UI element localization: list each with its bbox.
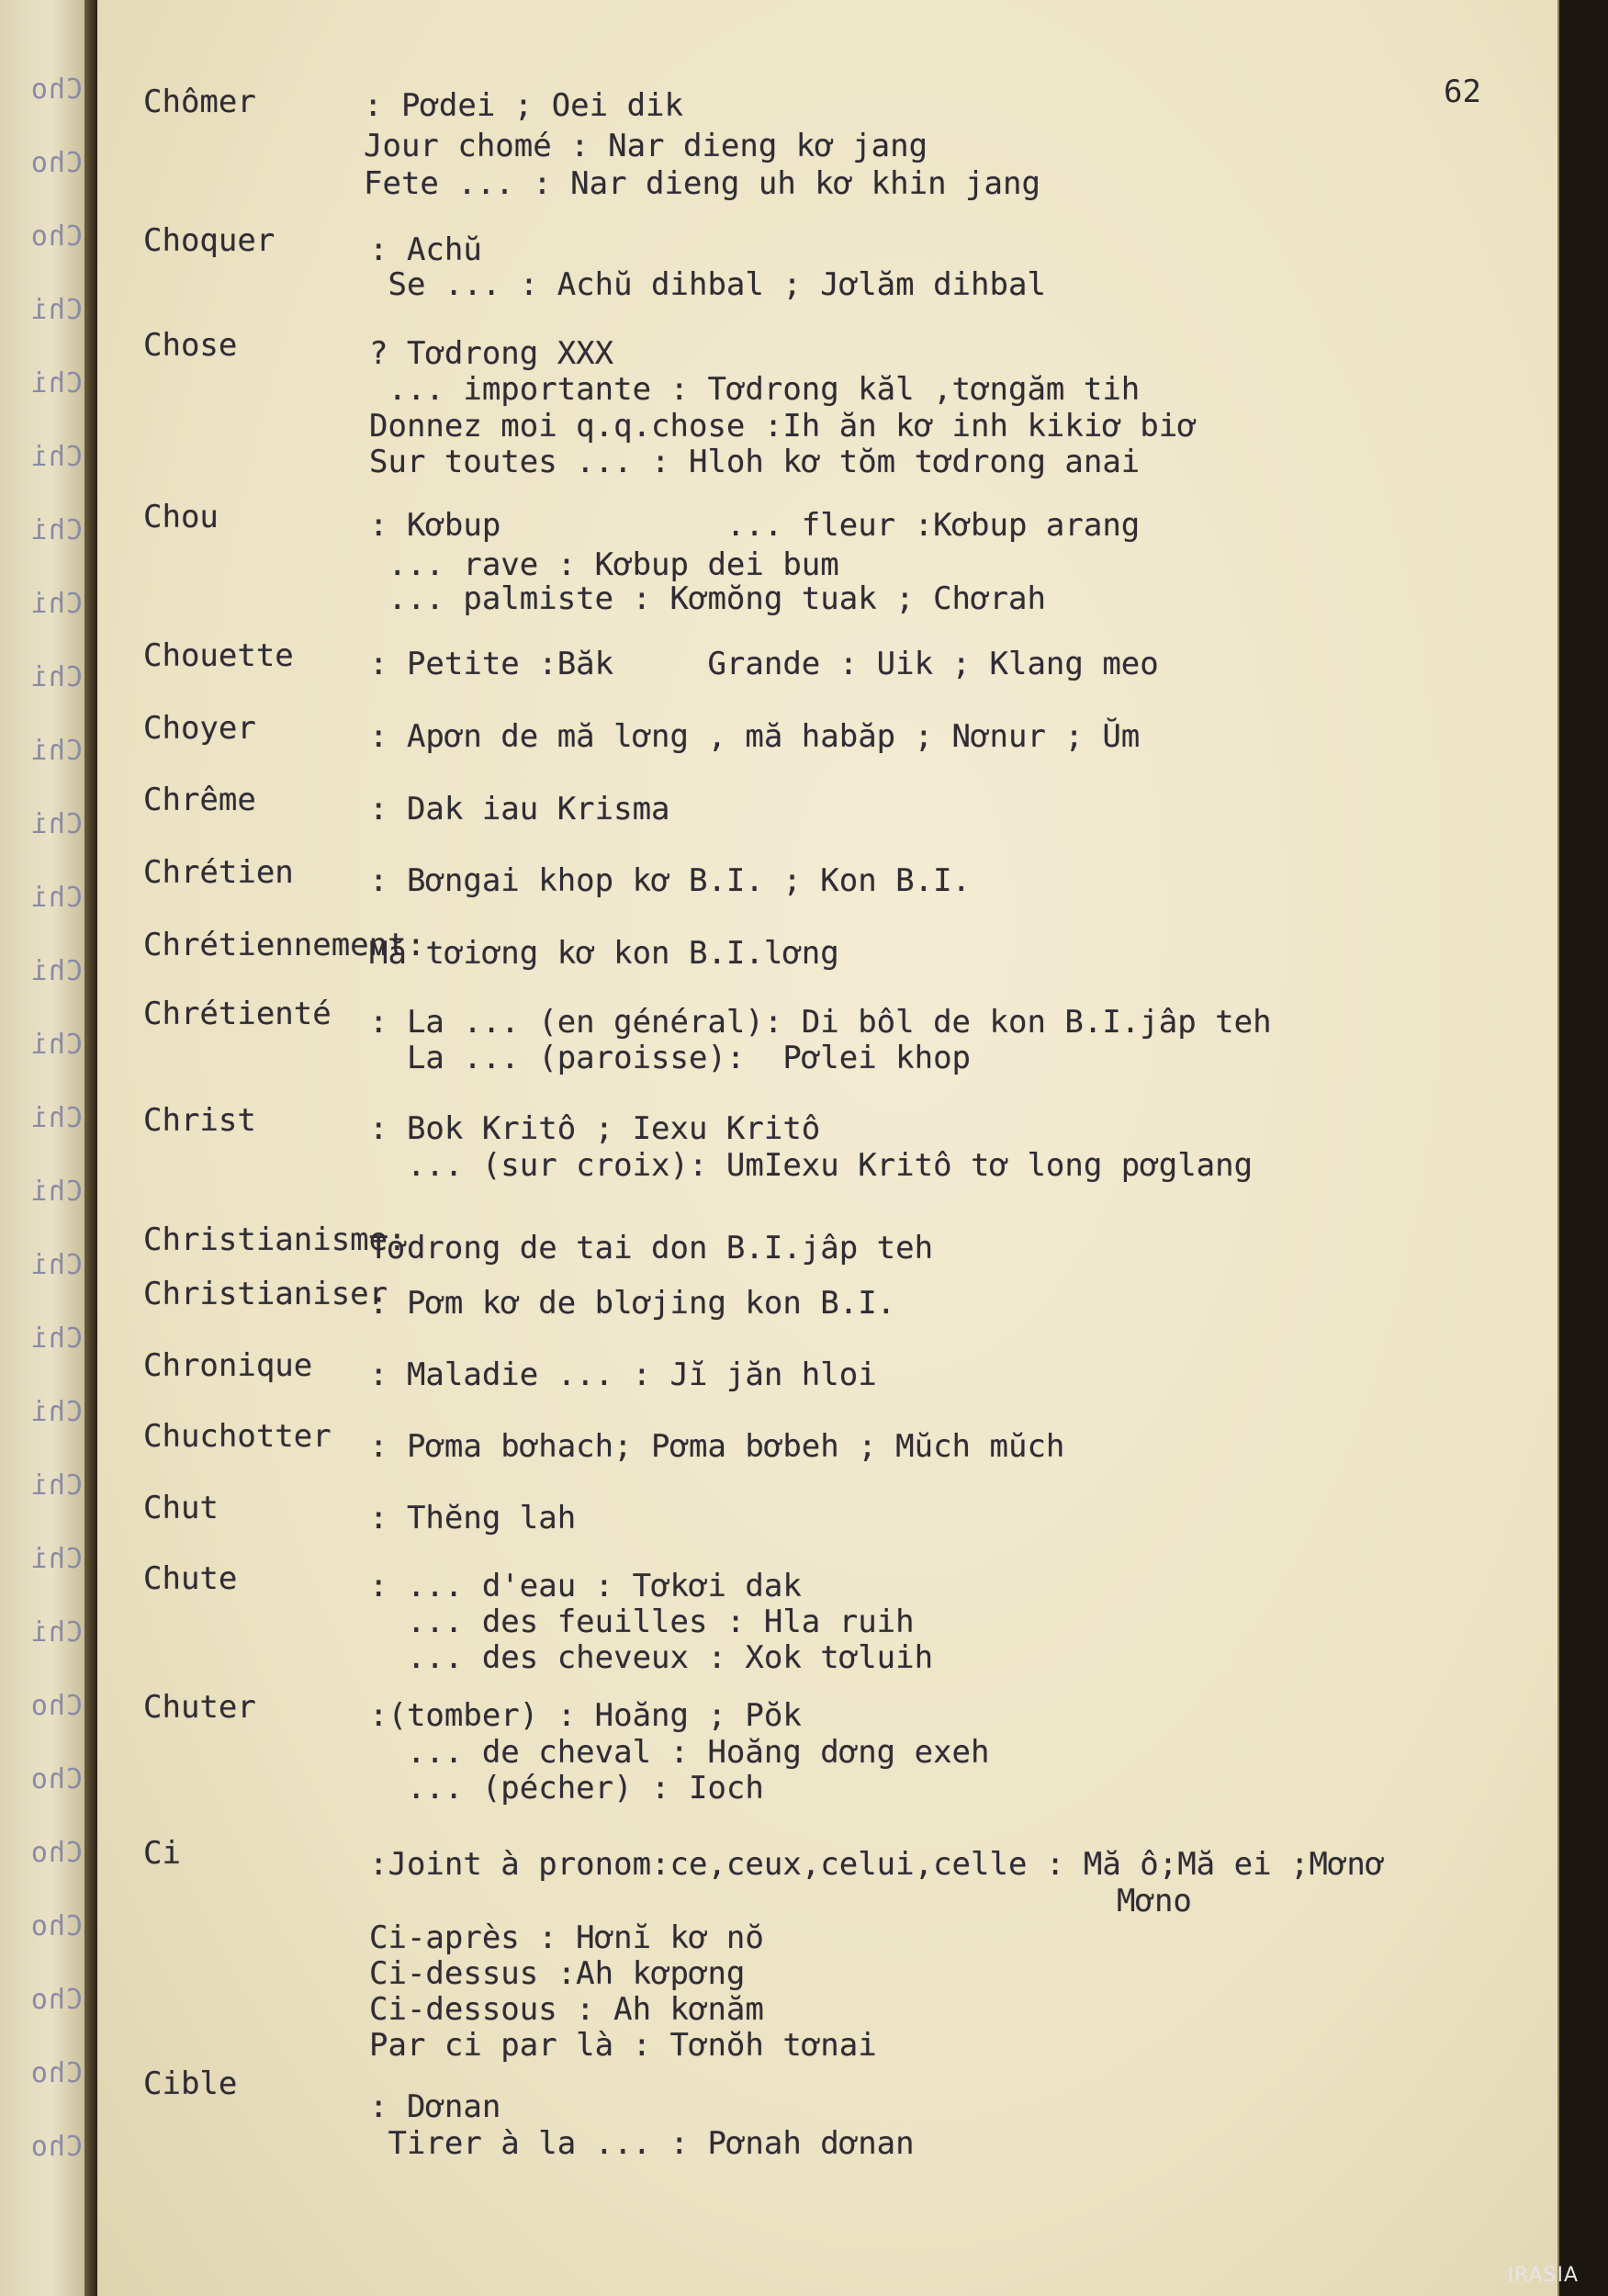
page-number: 62 (1444, 73, 1481, 110)
previous-page-fragment: Chi (29, 367, 83, 400)
entry-definition-line: : Apơn de mă lơng , mă habăp ; Nơnur ; Ŭm (369, 718, 1141, 755)
previous-page-fragment: Cho (29, 1837, 83, 1869)
previous-page-fragment: Chi (29, 1249, 83, 1281)
entry-definition-line: : Pơm kơ de blơjing kon B.I. (369, 1285, 896, 1322)
entry-headword: Chose (143, 327, 238, 364)
entry-definition-line: Ci-après : Hơnĭ kơ nŏ (369, 1919, 764, 1956)
previous-page-fragment: Chi (29, 1176, 83, 1208)
previous-page-fragment: Cho (29, 220, 83, 253)
entry-definition-line: La ... (paroisse): Pơlei khop (369, 1040, 972, 1076)
entry-headword: Chut (143, 1490, 219, 1526)
entry-headword: Christianisme: (143, 1221, 407, 1258)
entry-headword: Choquer (143, 222, 275, 259)
previous-page-fragment: Cho (29, 2131, 83, 2163)
entry-definition-line: :Joint à pronom:ce,ceux,celui,celle : Mă ô;Mă ei ;Mơnơ (369, 1846, 1385, 1883)
previous-page-fragment: Cho (29, 147, 83, 179)
previous-page-fragment: Chi (29, 1469, 83, 1502)
entry-definition-line: : La ... (en général): Di bôl de kon B.I.jâp teh (369, 1004, 1272, 1041)
previous-page-fragment: Cho (29, 1763, 83, 1795)
entry-headword: Cible (143, 2065, 238, 2102)
previous-page-edge (0, 0, 84, 2296)
previous-page-fragment: Cho (29, 73, 83, 106)
entry-headword: Chou (143, 499, 219, 535)
entry-definition-line: Donnez moi q.q.chose :Ih ăn kơ inh kikiơ biơ (369, 408, 1197, 445)
previous-page-fragment: Chi (29, 441, 83, 473)
previous-page-fragment: Cho (29, 1984, 83, 2016)
entry-definition-line: : Bok Kritô ; Iexu Kritô (369, 1110, 821, 1147)
previous-page-fragment: Cho (29, 1690, 83, 1722)
previous-page-fragment: Chi (29, 735, 83, 767)
entry-definition-line: : Dak iau Krisma (369, 791, 670, 827)
entry-definition-line: Mơno (1117, 1883, 1192, 1919)
entry-definition-line: Ci-dessus :Ah kơpơng (369, 1955, 746, 1992)
previous-page-fragment: Chi (29, 955, 83, 987)
previous-page-fragment: Cho (29, 2057, 83, 2089)
entry-definition-line: Mă tơiơng kơ kon B.I.lơng (369, 935, 839, 972)
entry-definition-line: Tơdrong de tai don B.I.jâp teh (369, 1230, 934, 1266)
entry-definition-line: Par ci par là : Tơnŏh tơnai (369, 2027, 877, 2064)
entry-definition-line: ... palmiste : Kơmŏng tuak ; Chơrah (369, 580, 1046, 617)
entry-definition-line: : Dơnan (369, 2088, 501, 2125)
entry-definition-line: ... des feuilles : Hla ruih (369, 1604, 915, 1640)
book-gutter (84, 0, 97, 2296)
entry-headword: Chronique (143, 1347, 313, 1384)
entry-definition-line: ... (sur croix): UmIexu Kritô tơ long pơglang (369, 1147, 1254, 1184)
previous-page-fragment: Chi (29, 661, 83, 693)
entry-definition-line: : Maladie ... : Jĭ jăn hloi (369, 1356, 877, 1393)
watermark: IRASIA (1507, 2264, 1579, 2287)
entry-definition-line: : Bơngai khop kơ B.I. ; Kon B.I. (369, 862, 972, 899)
entry-definition-line: Ci-dessous : Ah kơnăm (369, 1991, 764, 2028)
entry-definition-line: Jour chomé : Nar dieng kơ jang (364, 128, 928, 164)
previous-page-fragment: Chi (29, 1102, 83, 1134)
entry-definition-line: ? Tơdrong XXX (369, 335, 614, 372)
entry-definition-line: : Pơdei ; Oei dik (364, 87, 683, 124)
previous-page-fragment: Chi (29, 882, 83, 914)
entry-definition-line: : Achŭ (369, 231, 482, 268)
entry-definition-line: Sur toutes ... : Hloh kơ tŏm tơdrong anai (369, 444, 1141, 480)
entry-headword: Chuchotter (143, 1418, 332, 1455)
dictionary-page (97, 0, 1559, 2296)
entry-headword: Chrême (143, 782, 256, 818)
entry-definition-line: ... des cheveux : Xok tơluih (369, 1639, 934, 1676)
previous-page-fragment: Chi (29, 1029, 83, 1061)
entry-headword: Chouette (143, 637, 294, 674)
entry-definition-line: Tirer à la ... : Pơnah dơnan (369, 2125, 915, 2162)
entry-definition-line: ... importante : Tơdrong kăl ,tơngăm tih (369, 371, 1141, 408)
entry-definition-line: :(tomber) : Hoăng ; Pŏk (369, 1697, 802, 1734)
entry-definition-line: ... (pécher) : Ioch (369, 1770, 764, 1806)
entry-headword: Christ (143, 1102, 256, 1139)
entry-definition-line: : Kơbup ... fleur :Kơbup arang (369, 507, 1141, 544)
entry-definition-line: Se ... : Achŭ dihbal ; Jơlăm dihbal (369, 266, 1046, 303)
entry-headword: Chrétiennement: (143, 927, 426, 963)
previous-page-fragment: Chi (29, 294, 83, 326)
previous-page-fragment: Chi (29, 1543, 83, 1575)
previous-page-fragment: Chi (29, 514, 83, 546)
entry-definition-line: ... de cheval : Hoăng dơng exeh (369, 1734, 990, 1771)
entry-headword: Ci (143, 1835, 181, 1872)
previous-page-fragment: Chi (29, 1396, 83, 1428)
entry-headword: Choyer (143, 710, 256, 747)
entry-definition-line: : Pơma bơhach; Pơma bơbeh ; Mŭch mŭch (369, 1428, 1065, 1465)
entry-definition-line: : ... d'eau : Tơkơi dak (369, 1568, 802, 1604)
entry-definition-line: : Petite :Băk Grande : Uik ; Klang meo (369, 646, 1159, 682)
previous-page-fragment: Cho (29, 1910, 83, 1942)
entry-headword: Chute (143, 1560, 238, 1597)
previous-page-fragment: Chi (29, 1322, 83, 1355)
previous-page-fragment: Chi (29, 808, 83, 840)
entry-headword: Chômer (143, 84, 256, 120)
previous-page-fragment: Chi (29, 588, 83, 620)
entry-definition-line: Fete ... : Nar dieng uh kơ khin jang (364, 165, 1040, 202)
entry-definition-line: : Thĕng lah (369, 1500, 577, 1536)
entry-definition-line: ... rave : Kơbup dei bum (369, 546, 839, 583)
previous-page-fragment: Chi (29, 1616, 83, 1649)
entry-headword: Chrétienté (143, 996, 332, 1032)
entry-headword: Chrétien (143, 854, 294, 891)
entry-headword: Chuter (143, 1689, 256, 1726)
entry-headword: Christianiser (143, 1276, 388, 1312)
